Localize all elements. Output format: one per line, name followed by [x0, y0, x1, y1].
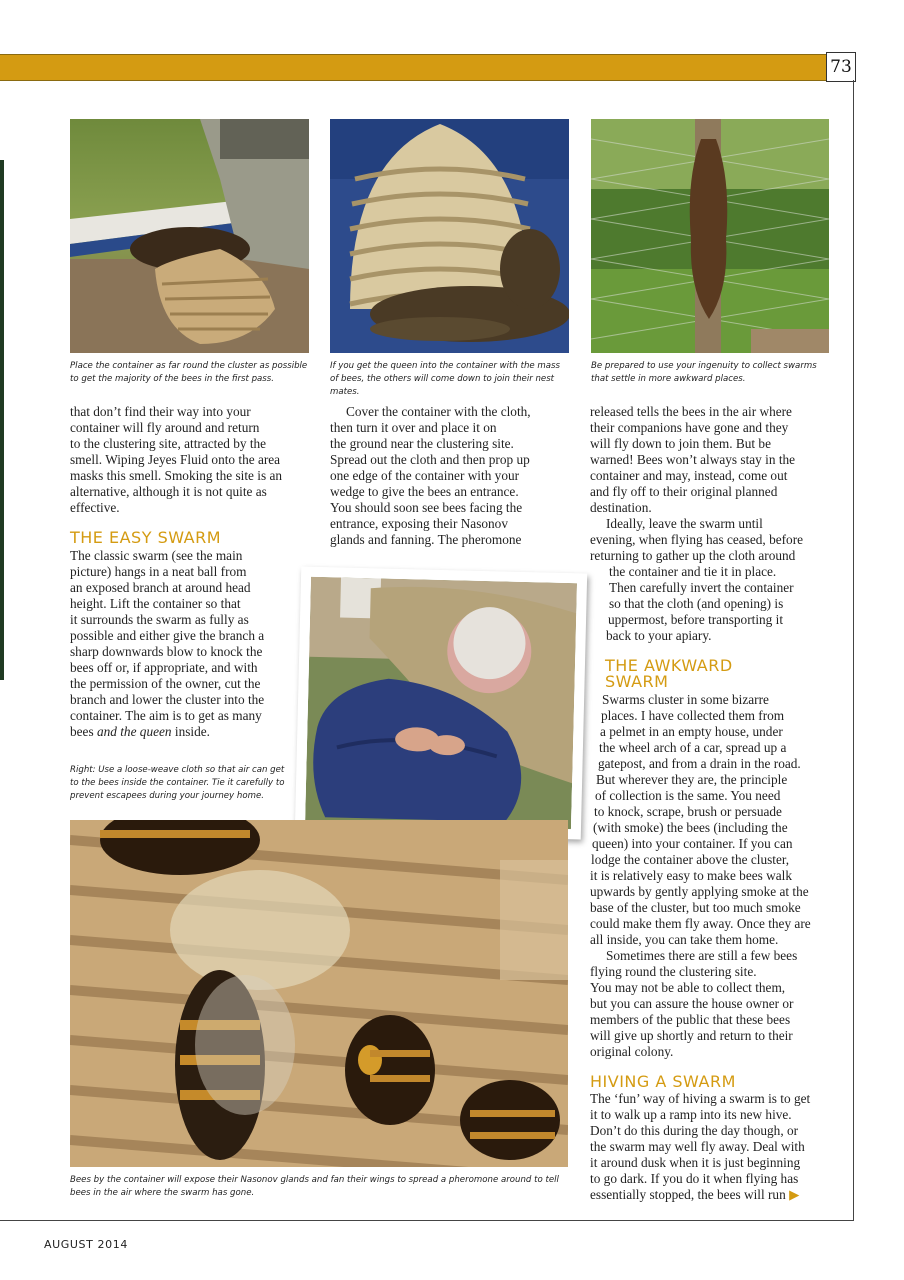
- text-line: will fly down to join them. But be: [590, 436, 771, 451]
- text-line: smell. Wiping Jeyes Fluid onto the area: [70, 452, 281, 467]
- page-frame-bottom: [0, 1220, 854, 1221]
- text-line: masks this smell. Smoking the site is an: [70, 468, 283, 483]
- photo-basket-at-hive: [70, 119, 309, 353]
- text-line: Then carefully invert the container: [609, 580, 794, 595]
- text-line: glands and fanning. The pheromone: [330, 532, 522, 547]
- text-line: it is relatively easy to make bees walk: [590, 868, 792, 883]
- text-line: members of the public that these bees: [590, 1012, 791, 1027]
- column-3-hiving: [590, 1091, 830, 1204]
- text-line: the container and tie it in place.: [609, 564, 777, 579]
- text-line: places. I have collected them from: [601, 708, 785, 723]
- text-line: then turn it over and place it on: [330, 420, 497, 435]
- text-line: But wherever they are, the principle: [596, 772, 788, 787]
- column-3-awkward: [590, 692, 830, 1060]
- text-line: of collection is the same. You need: [595, 788, 781, 803]
- text-line: it around dusk when it is just beginning: [590, 1155, 801, 1170]
- photo-swarm-on-post: [591, 119, 829, 353]
- caption-photo-2: If you get the queen into the container with the mass of bees, the others will come down to join their nest mates.: [330, 361, 561, 397]
- text-line: gatepost, and from a drain in the road.: [598, 756, 801, 771]
- text-line: to go dark. If you do it when flying has: [590, 1171, 799, 1186]
- text-line: Swarms cluster in some bizarre: [602, 692, 769, 707]
- heading-easy-swarm: THE EASY SWARM: [70, 528, 222, 547]
- column-3-top: [590, 404, 830, 644]
- text-fragment: essentially stopped, the bees will run: [590, 1187, 786, 1202]
- text-line: [590, 1187, 830, 1204]
- text-line: container will fly around and return: [70, 420, 260, 435]
- column-1-intro: [70, 404, 310, 516]
- text-line: branch and lower the cluster into the: [70, 692, 265, 707]
- text-line: Don’t do this during the day though, or: [590, 1123, 799, 1138]
- text-line: original colony.: [590, 1044, 674, 1059]
- text-line: all inside, you can take them home.: [590, 932, 779, 947]
- text-line: back to your apiary.: [606, 628, 712, 643]
- caption-bees-photo: Bees by the container will expose their Nasonov glands and fan their wings to spread a pheromone around to tell bees in the air where the swarm has gone.: [70, 1175, 559, 1198]
- caption-photo-3: Be prepared to use your ingenuity to collect swarms that settle in more awkward places.: [591, 361, 817, 384]
- text-line: wedge to give the bees an entrance.: [330, 484, 519, 499]
- text-line: picture) hangs in a neat ball from: [70, 564, 247, 579]
- page-edge-strip: [0, 160, 4, 680]
- text-line: You may not be able to collect them,: [590, 980, 786, 995]
- text-line: entrance, exposing their Nasonov: [330, 516, 508, 531]
- text-line: alternative, although it is not quite as: [70, 484, 267, 499]
- caption-right-photo: Right: Use a loose-weave cloth so that air can get to the bees inside the container. Tie it carefully to prevent escapees during your journey home.: [70, 765, 285, 801]
- text-line: sharp downwards blow to knock the: [70, 644, 263, 659]
- text-line: but you can assure the house owner or: [590, 996, 794, 1011]
- text-line: container and may, instead, come out: [590, 468, 788, 483]
- text-line: [70, 724, 310, 740]
- text-line: to the clustering site, attracted by the: [70, 436, 267, 451]
- photo-tying-cloth-frame: [295, 567, 587, 840]
- photo-tying-cloth: [305, 577, 577, 829]
- text-line: effective.: [70, 500, 120, 515]
- text-line: (with smoke) the bees (including the: [593, 820, 788, 835]
- text-line: base of the cluster, but too much smoke: [590, 900, 801, 915]
- text-fragment: inside.: [171, 724, 210, 739]
- text-line: Cover the container with the cloth,: [346, 404, 531, 419]
- text-line: the permission of the owner, cut the: [70, 676, 261, 691]
- text-line: a pelmet in an empty house, under: [600, 724, 783, 739]
- text-line: released tells the bees in the air where: [590, 404, 792, 419]
- heading-line: THE AWKWARD: [605, 656, 733, 675]
- column-1-easy-swarm: [70, 548, 310, 740]
- text-line: and fly off to their original planned: [590, 484, 778, 499]
- text-line: bees off or, if appropriate, and with: [70, 660, 258, 675]
- text-line: The ‘fun’ way of hiving a swarm is to get: [590, 1091, 811, 1106]
- text-line: lodge the container above the cluster,: [591, 852, 790, 867]
- page-frame-right: [853, 80, 854, 1221]
- text-line: their companions have gone and they: [590, 420, 789, 435]
- text-line: so that the cloth (and opening) is: [609, 596, 784, 611]
- text-line: Spread out the cloth and then prop up: [330, 452, 530, 467]
- text-line: possible and either give the branch a: [70, 628, 265, 643]
- heading-line: SWARM: [605, 672, 669, 691]
- header-bar: [0, 54, 828, 81]
- text-line: warned! Bees won’t always stay in the: [590, 452, 796, 467]
- heading-awkward-swarm: [605, 658, 733, 690]
- text-line: could make them fly away. Once they are: [590, 916, 811, 931]
- text-line: the swarm may well fly away. Deal with: [590, 1139, 805, 1154]
- footer-issue-date: AUGUST 2014: [44, 1238, 128, 1251]
- text-line: it surrounds the swarm as fully as: [70, 612, 249, 627]
- text-line: uppermost, before transporting it: [608, 612, 784, 627]
- text-line: the ground near the clustering site.: [330, 436, 514, 451]
- column-2: [330, 404, 575, 548]
- photo-skep-on-cloth: [330, 119, 569, 353]
- text-line: the wheel arch of a car, spread up a: [599, 740, 787, 755]
- page-number: 73: [826, 52, 856, 82]
- text-line: to knock, scrape, brush or persuade: [594, 804, 782, 819]
- text-line: an exposed branch at around head: [70, 580, 251, 595]
- text-line: The classic swarm (see the main: [70, 548, 243, 563]
- text-line: returning to gather up the cloth around: [590, 548, 796, 563]
- text-line: container. The aim is to get as many: [70, 708, 262, 723]
- text-line: Sometimes there are still a few bees: [606, 948, 798, 963]
- text-line: upwards by gently applying smoke at the: [590, 884, 809, 899]
- continue-arrow-icon: ▶: [789, 1188, 800, 1203]
- text-line: queen) into your container. If you can: [592, 836, 793, 851]
- text-line: one edge of the container with your: [330, 468, 520, 483]
- text-line: evening, when flying has ceased, before: [590, 532, 804, 547]
- text-fragment: bees: [70, 724, 97, 739]
- text-line: flying round the clustering site.: [590, 964, 757, 979]
- heading-hiving-swarm: HIVING A SWARM: [590, 1072, 736, 1091]
- text-line: Ideally, leave the swarm until: [606, 516, 763, 531]
- text-line: it to walk up a ramp into its new hive.: [590, 1107, 792, 1122]
- photo-bees-fanning: [70, 820, 568, 1167]
- text-line: will give up shortly and return to their: [590, 1028, 793, 1043]
- text-line: that don’t find their way into your: [70, 404, 251, 419]
- text-line: destination.: [590, 500, 652, 515]
- text-line: You should soon see bees facing the: [330, 500, 523, 515]
- text-line: height. Lift the container so that: [70, 596, 241, 611]
- caption-photo-1: Place the container as far round the cluster as possible to get the majority of the bees in the first pass.: [70, 361, 308, 384]
- emphasis-text: and the queen: [96, 724, 172, 739]
